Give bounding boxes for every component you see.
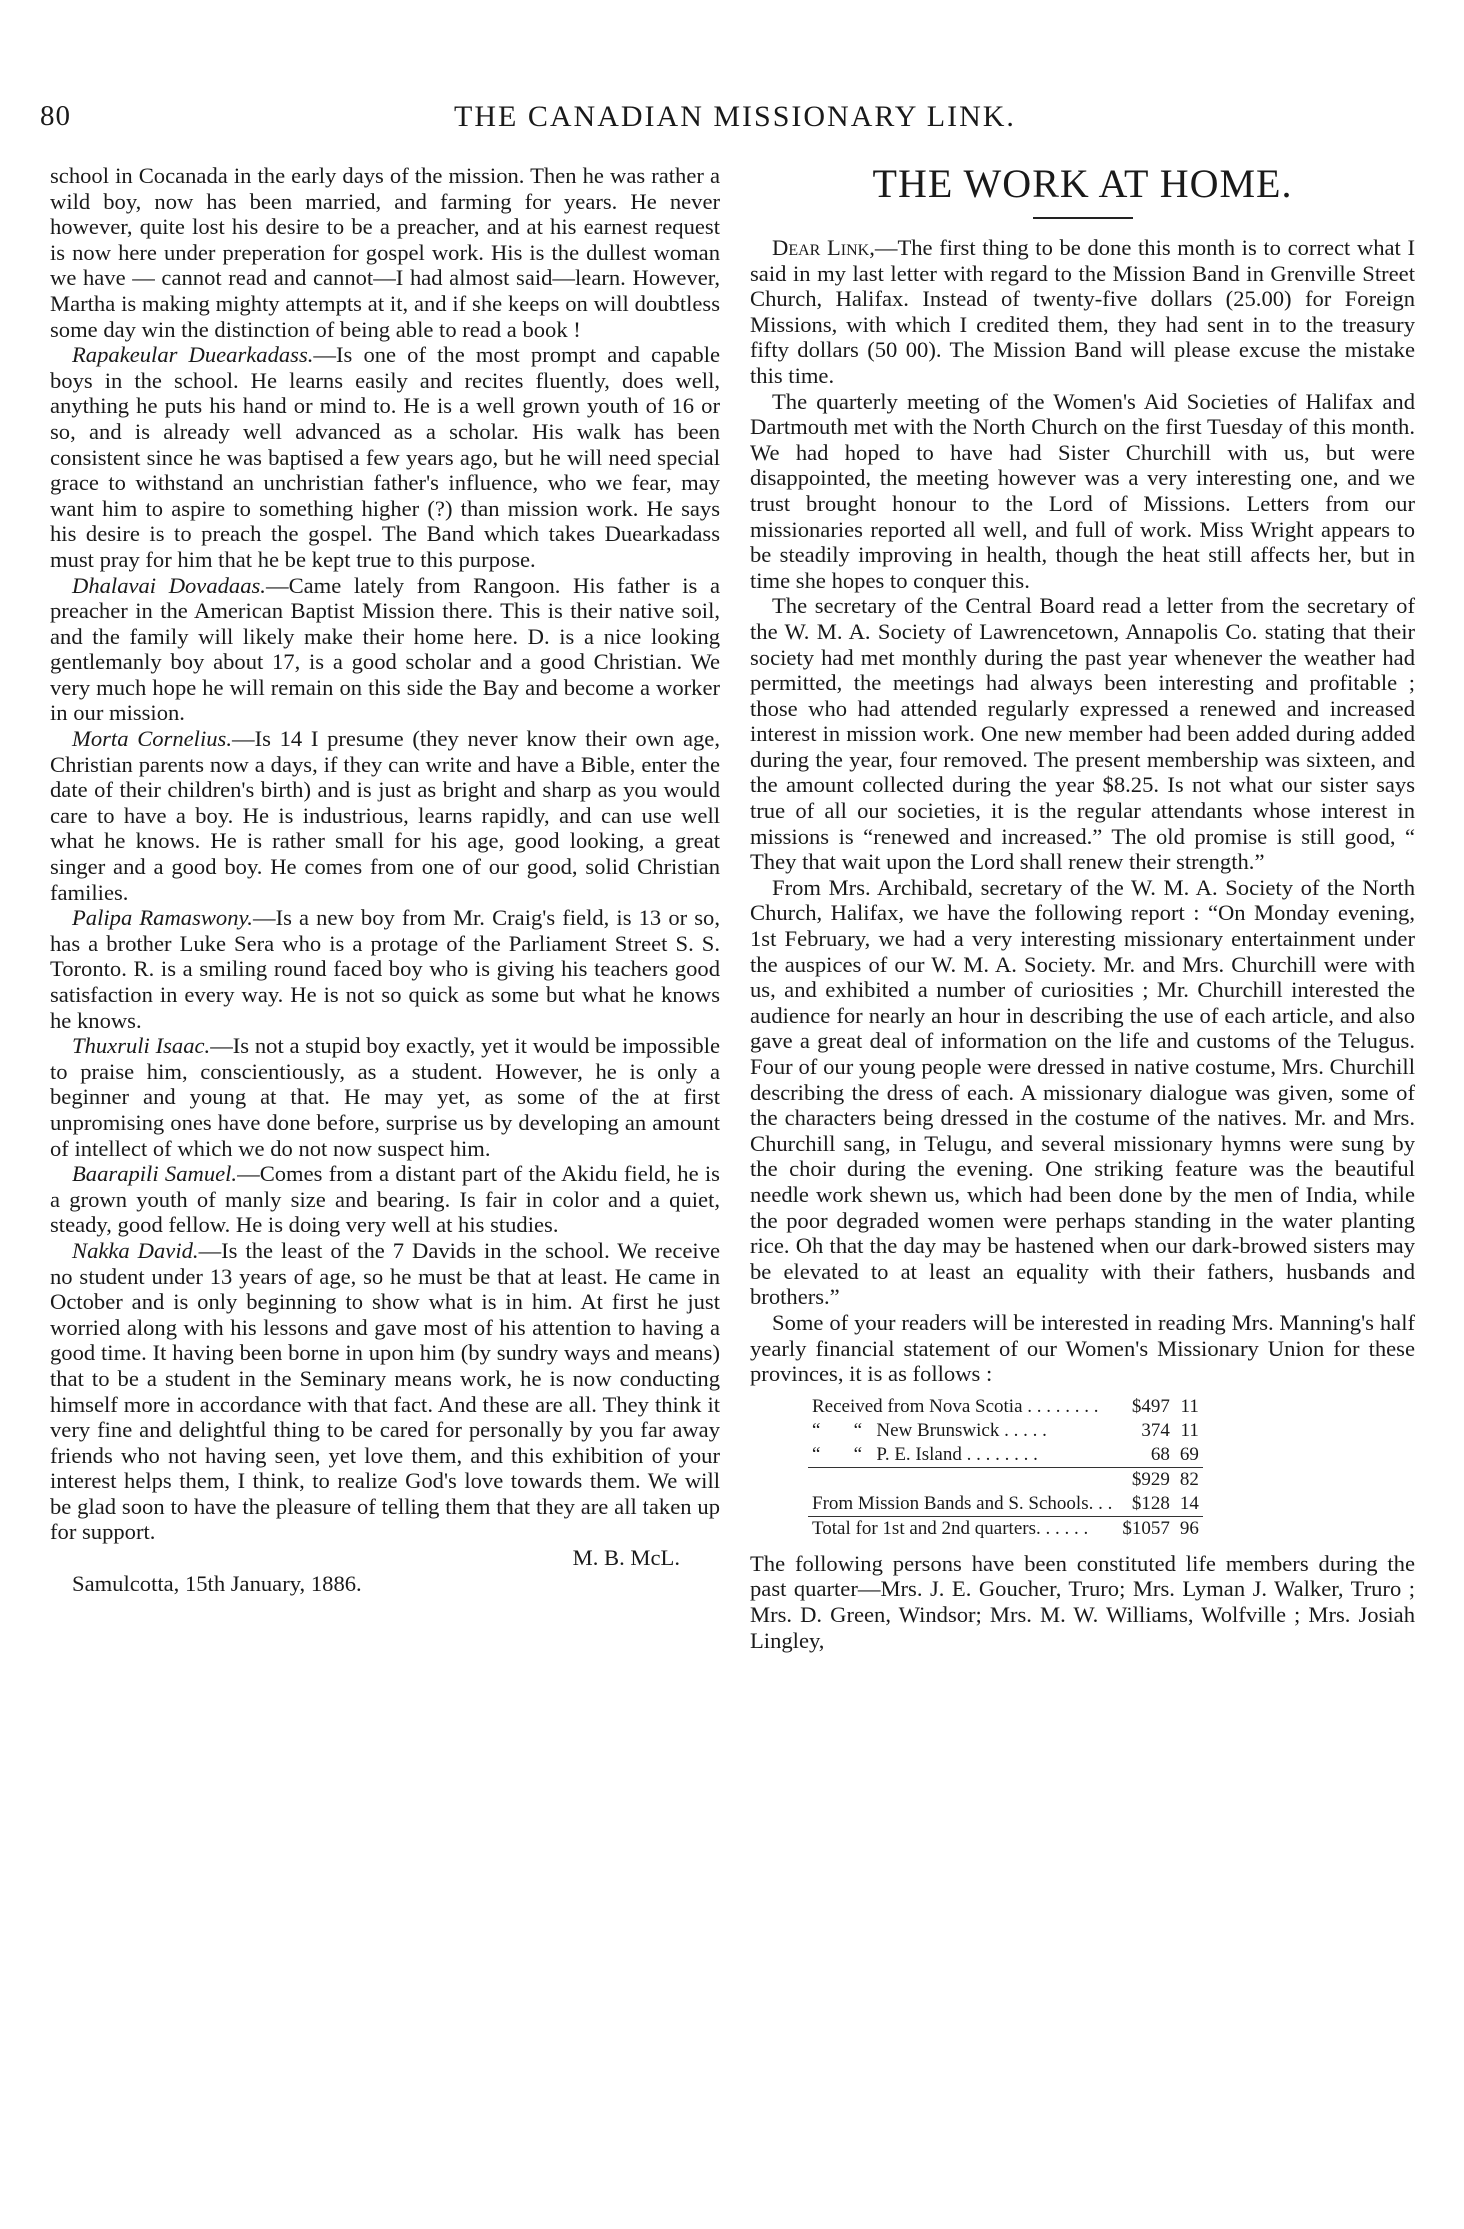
title-rule — [1033, 217, 1133, 219]
finance-label: “ “ P. E. Island . . . . . . . . — [812, 1443, 1038, 1465]
finance-dollars: $128 — [1131, 1492, 1170, 1514]
letter-paragraph-4: From Mrs. Archibald, secretary of the W. M. A. Society of the North Church, Halifax, we have the following report : “On Monday evening, 1st February, we had a very interesting missionary entertainment under the auspices of our W. M. A. Society. Mr. and Mrs. Churchill were with us, and exhibited a number of curiosities ; Mr. Churchill interested the audience for nearly an hour in describing the use of each article, and also gave a great deal of information on the life and customs of the Telugus. Four of our young people were dressed in native costume, Mrs. Churchill describing the dress of each. A missionary dialogue was given, some of the characters being dressed in the costume of the natives. Mr. and Mrs. Churchill sang, in Telugu, and several missionary hymns were sung by the choir during the evening. One striking feature was the beautiful needle work shewn us, which had been done by the men of India, while the poor degraded women were perhaps standing in the water planting rice. Oh that the day may be hastened when our dark-browed sisters may be elevated to at least an equality with their fathers, husbands and brothers.” — [750, 874, 1415, 1310]
student-entry-isaac — [50, 1033, 720, 1161]
finance-dollars: $497 — [1131, 1395, 1170, 1417]
student-text: —Is the least of the 7 Davids in the school. We receive no student under 13 years of age, so he must be that at least. He came in October and is only beginning to show what is in him. At first he just worried along with his lessons and gave most of his attention to having a good time. It having been borne in upon him (by sundry ways and means) that to be a student in the Seminary means work, he is now conducting himself more in accordance with that fact. And these are all. They think it very fine and delightful thing to be cared for personally by you far away friends who not having seen, yet love them, and this exhibition of your interest helps them, I think, to realize God's love towards them. We will be glad soon to have the pleasure of telling them that they are all taken up for support. — [50, 1237, 721, 1545]
finance-total-row — [808, 1516, 1203, 1541]
student-text: —Is not a stupid boy exactly, yet it would be impossible to praise him, conscientiously, as a student. However, he is only a beginner and young at that. He may yet, as some of the at first unpromising ones have done before, surprise us by developing an amount of intellect of which we do not now suspect him. — [50, 1033, 720, 1161]
page-header — [40, 100, 1430, 140]
finance-cents: 69 — [1179, 1443, 1199, 1465]
dateline: Samulcotta, 15th January, 1886. — [72, 1570, 362, 1596]
total-label: Total for 1st and 2nd quarters. . . . . . — [808, 1516, 1116, 1541]
student-text: —Is 14 I presume (they never know their own age, Christian parents now a days, if they can write and have a Bible, enter the date of their children's birth) and is just as bright and sharp as you would care to have a boy. He is industrious, learns rapidly, and can use well what he knows. He is rather small for his age, good looking, a great singer and a good boy. He comes from one of our good, solid Christian families. — [50, 726, 720, 905]
finance-row — [808, 1419, 1203, 1443]
finance-cents: 11 — [1180, 1419, 1199, 1441]
letter-paragraph-5: Some of your readers will be interested in reading Mrs. Manning's half yearly financial statement of our Women's Missionary Union for these provinces, it is as follows : — [750, 1309, 1415, 1387]
letter-paragraph-2: The quarterly meeting of the Women's Aid Societies of Halifax and Dartmouth met with the North Church on the first Tuesday of this month. We had hoped to have had Sister Churchill with us, but were disappointed, the meeting however was a very interesting one, and we trust brought honour to the Lord of Missions. Letters from our missionaries reported all well, and full of work. Miss Wright appears to be steadily improving in health, though the heat still affects her, but in time she hopes to conquer this. — [750, 388, 1415, 593]
letter-paragraph-3: The secretary of the Central Board read a letter from the secretary of the W. M. A. Society of Lawrencetown, Annapolis Co. stating that their society had met monthly during the past year whenever the weather had permitted, the meetings had always been interesting and profitable ; those who had attended regularly expressed a renewed and increased interest in mission work. One new member had been added during added during the year, four removed. The present membership was sixteen, and the amount collected during the year $8.25. Is not what our sister says true of all our societies, it is the regular attendants whose interest in missions is “renewed and increased.” The old promise is still good, “ They that wait upon the Lord shall renew their strength.” — [750, 593, 1415, 875]
student-name: Baarapili Samuel. — [72, 1161, 238, 1187]
letter-paragraph-1 — [750, 235, 1415, 389]
subtotal-cents: 82 — [1174, 1467, 1203, 1492]
student-entry-cornelius — [50, 726, 720, 905]
student-entry-dovadaas — [50, 573, 720, 727]
opening-paragraph: school in Cocanada in the early days of the mission. Then he was rather a wild boy, now has been married, and farming for years. He never however, quite lost his desire to be a preacher, and at his earnest request is now here under preperation for gospel work. His is the dullest woman we have — cannot read and cannot—I had almost said—learn. However, Martha is making mighty attempts at it, and if she keeps on will doubtless some day win the distinction of being able to read a book ! — [50, 163, 720, 342]
total-cents: 96 — [1174, 1516, 1203, 1541]
signature-line — [50, 1545, 720, 1571]
letter-paragraph-6: The following persons have been constituted life members during the past quarter—Mrs. J. E. Goucher, Truro; Mrs. Lyman J. Walker, Truro ; Mrs. D. Green, Windsor; Mrs. M. W. Williams, Wolfville ; Mrs. Josiah Lingley, — [750, 1550, 1415, 1653]
student-text: —Came lately from Rangoon. His father is a preacher in the American Baptist Mission there. This is their native soil, and the family will likely make their home here. D. is a nice looking gentlemanly boy about 17, is a good scholar and a good Christian. We very much hope he will remain on this side the Bay and become a worker in our mission. — [50, 572, 720, 726]
running-title: THE CANADIAN MISSIONARY LINK. — [454, 100, 1016, 133]
student-name: Morta Cornelius. — [72, 726, 232, 752]
salutation: Dear Link, — [772, 235, 875, 260]
subtotal-dollars: $929 — [1116, 1467, 1174, 1492]
paragraph-text: —The first thing to be done this month is to correct what I said in my last letter with regard to the Mission Band in Grenville Street Church, Halifax. Instead of twenty-five dollars (25.00) for Foreign Missions, with which I credited them, they had sent in to the treasury fifty dollars (50 00). The Mission Band will please excuse the mistake this time. — [750, 235, 1415, 388]
section-title: THE WORK AT HOME. — [872, 161, 1293, 206]
student-text: —Is one of the most prompt and capable boys in the school. He learns easily and recites fluently, does well, anything he puts his hand or mind to. He is a well grown youth of 16 or so, and is already well advanced as a scholar. His walk has been consistent since he was baptised a few years ago, but he will need special grace to withstand an unchristian father's influence, who we fear, may want him to aspire to something higher (?) than mission work. He says his desire is to preach the gospel. The Band which takes Duearkadass must pray for him that he be kept true to this purpose. — [50, 342, 720, 572]
signature: M. B. McL. — [572, 1545, 680, 1571]
finance-cents: 11 — [1180, 1395, 1199, 1417]
finance-label: Received from Nova Scotia . . . . . . . . — [812, 1395, 1099, 1417]
right-column — [750, 163, 1415, 1653]
page-number: 80 — [40, 100, 71, 132]
finance-cents: 14 — [1179, 1492, 1199, 1514]
student-entry-ramaswony — [50, 905, 720, 1033]
left-column — [50, 163, 720, 1596]
finance-bands-row — [808, 1492, 1203, 1517]
student-entry-duearkadass — [50, 342, 720, 572]
student-name: Palipa Ramaswony. — [72, 905, 253, 931]
finance-subtotal-row — [808, 1467, 1203, 1492]
student-name: Thuxruli Isaac. — [72, 1033, 211, 1059]
student-entry-samuel — [50, 1161, 720, 1238]
student-name: Dhalavai Dovadaas. — [72, 572, 266, 598]
finance-dollars: 374 — [1141, 1419, 1170, 1441]
finance-row — [808, 1395, 1203, 1419]
student-text: —Is a new boy from Mr. Craig's field, is 13 or so, has a brother Luke Sera who is a protage of the Parliament Street S. S. Toronto. R. is a smiling round faced boy who is giving his teachers good satisfaction in every way. He is not so quick as some but what he knows he knows. — [50, 905, 720, 1033]
finance-dollars: 68 — [1150, 1443, 1170, 1465]
student-text: —Comes from a distant part of the Akidu field, he is a grown youth of manly size and bearing. Is fair in color and a quiet, steady, good fellow. He is doing very well at his studies. — [50, 1161, 720, 1238]
total-dollars: $1057 — [1116, 1516, 1174, 1541]
student-name: Nakka David. — [72, 1237, 199, 1263]
student-name: Rapakeular Duearkadass. — [72, 342, 314, 368]
finance-label: From Mission Bands and S. Schools. . . — [812, 1492, 1113, 1514]
finance-label: “ “ New Brunswick . . . . . — [812, 1419, 1047, 1441]
financial-statement — [808, 1395, 1203, 1541]
finance-row — [808, 1443, 1203, 1468]
student-entry-david — [50, 1238, 720, 1545]
